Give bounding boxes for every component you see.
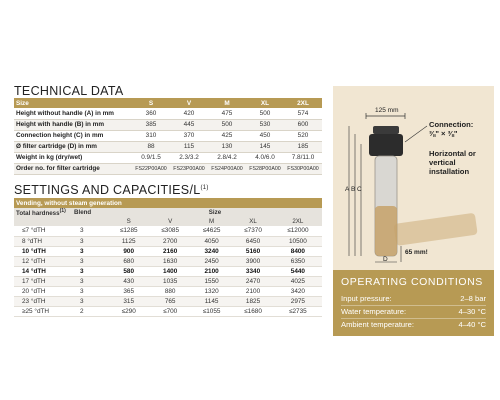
cell: 2100 xyxy=(232,286,273,296)
blend-cell: 3 xyxy=(72,246,108,256)
cell: 5440 xyxy=(274,266,322,276)
blend-cell: 3 xyxy=(72,256,108,266)
cell: 10500 xyxy=(274,236,322,246)
table-row xyxy=(14,296,322,306)
technical-header-2xl: 2XL xyxy=(284,98,322,108)
blend-cell: 3 xyxy=(72,296,108,306)
settings-band-row xyxy=(14,198,322,208)
cell: 500 xyxy=(208,119,246,130)
cell: 2470 xyxy=(232,276,273,286)
technical-header-v: V xyxy=(170,98,208,108)
size-s-header: S xyxy=(108,217,149,226)
cell: 520 xyxy=(284,130,322,141)
dimension-a-label: A xyxy=(345,186,350,193)
size-m-header: M xyxy=(191,217,232,226)
blend-header: Blend xyxy=(72,208,108,217)
cell: ≤7370 xyxy=(232,226,273,236)
cell: 8400 xyxy=(274,246,322,256)
cell: FS30P00A00 xyxy=(284,163,322,174)
settings-title-text: SETTINGS AND CAPACITIES/L xyxy=(14,183,201,197)
table-row xyxy=(14,119,322,130)
table-row xyxy=(14,152,322,163)
cell: 365 xyxy=(108,286,149,296)
cell: 370 xyxy=(170,130,208,141)
orientation-line-3: installation xyxy=(429,167,470,176)
row-label: Height with handle (B) in mm xyxy=(14,119,132,130)
cell: ≤700 xyxy=(149,306,190,316)
cell: 2700 xyxy=(149,236,190,246)
cell: 1550 xyxy=(191,276,232,286)
hardness-cell: 8 °dTH xyxy=(14,236,72,246)
size-v-header: V xyxy=(149,217,190,226)
cell: 130 xyxy=(208,141,246,152)
cell: 2975 xyxy=(274,296,322,306)
cell: 2450 xyxy=(191,256,232,266)
cell: 1145 xyxy=(191,296,232,306)
technical-header-xl: XL xyxy=(246,98,284,108)
size-xl-header: XL xyxy=(232,217,273,226)
cell: 2100 xyxy=(191,266,232,276)
cell: 3340 xyxy=(232,266,273,276)
cell: 88 xyxy=(132,141,170,152)
cell: 3420 xyxy=(274,286,322,296)
cell: 1125 xyxy=(108,236,149,246)
cell: 430 xyxy=(108,276,149,286)
operating-row xyxy=(341,293,486,306)
settings-size-row xyxy=(14,217,322,226)
cell: 765 xyxy=(149,296,190,306)
technical-header-m: M xyxy=(208,98,246,108)
hardness-cell: ≥25 °dTH xyxy=(14,306,72,316)
cell: 425 xyxy=(208,130,246,141)
size-header: Size xyxy=(108,208,322,217)
cell: 1320 xyxy=(191,286,232,296)
table-row xyxy=(14,236,322,246)
operating-value: 4–30 °C xyxy=(458,307,486,316)
cell: 1400 xyxy=(149,266,190,276)
cell: 530 xyxy=(246,119,284,130)
empty-header xyxy=(14,217,72,226)
filter-media-fill xyxy=(375,206,397,256)
table-row xyxy=(14,226,322,236)
table-row xyxy=(14,286,322,296)
cell: ≤290 xyxy=(108,306,149,316)
cell: 0.9/1.5 xyxy=(132,152,170,163)
hardness-cell: 10 °dTH xyxy=(14,246,72,256)
technical-header-row xyxy=(14,98,322,108)
cell: FS24P00A00 xyxy=(208,163,246,174)
connection-label: Connection: xyxy=(429,120,474,129)
cell: 4050 xyxy=(191,236,232,246)
operating-conditions-box xyxy=(333,270,494,336)
cell: 4.0/6.0 xyxy=(246,152,284,163)
cell: FS28P00A00 xyxy=(246,163,284,174)
cell: FS23P00A00 xyxy=(170,163,208,174)
operating-label: Ambient temperature: xyxy=(341,320,415,329)
filter-head xyxy=(369,134,403,156)
cell: 880 xyxy=(149,286,190,296)
table-row xyxy=(14,266,322,276)
technical-header-s: S xyxy=(132,98,170,108)
operating-label: Input pressure: xyxy=(341,294,392,303)
blend-cell: 3 xyxy=(72,276,108,286)
cell: 450 xyxy=(246,130,284,141)
empty-header xyxy=(72,217,108,226)
dimension-c-label: C xyxy=(357,186,362,193)
settings-table xyxy=(14,198,322,317)
bottom-clearance-label: 65 mm! xyxy=(405,249,428,256)
table-row xyxy=(14,141,322,152)
blend-cell: 3 xyxy=(72,266,108,276)
blend-cell: 3 xyxy=(72,226,108,236)
table-row xyxy=(14,163,322,174)
cell: 2160 xyxy=(149,246,190,256)
cell: 7.8/11.0 xyxy=(284,152,322,163)
cell: 315 xyxy=(108,296,149,306)
cell: 4025 xyxy=(274,276,322,286)
cell: 385 xyxy=(132,119,170,130)
orientation-line-1: Horizontal or xyxy=(429,149,476,158)
dimension-b-label: B xyxy=(351,186,356,193)
operating-value: 2–8 bar xyxy=(460,294,486,303)
row-label: Order no. for filter cartridge xyxy=(14,163,132,174)
cell: 580 xyxy=(108,266,149,276)
size-2xl-header: 2XL xyxy=(274,217,322,226)
operating-label: Water temperature: xyxy=(341,307,407,316)
table-row xyxy=(14,276,322,286)
cell: ≤3085 xyxy=(149,226,190,236)
cell: 900 xyxy=(108,246,149,256)
filter-handle xyxy=(373,126,399,134)
table-row xyxy=(14,306,322,316)
blend-cell: 3 xyxy=(72,286,108,296)
cell: 445 xyxy=(170,119,208,130)
hardness-cell: 12 °dTH xyxy=(14,256,72,266)
hardness-cell: 20 °dTH xyxy=(14,286,72,296)
cell: 6350 xyxy=(274,256,322,266)
cell: ≤4625 xyxy=(191,226,232,236)
row-label: Weight in kg (dry/wet) xyxy=(14,152,132,163)
cell: 2.8/4.2 xyxy=(208,152,246,163)
cell: 1630 xyxy=(149,256,190,266)
operating-value: 4–40 °C xyxy=(458,320,486,329)
hardness-cell: 23 °dTH xyxy=(14,296,72,306)
cell: 1035 xyxy=(149,276,190,286)
width-label: 125 mm xyxy=(375,107,399,114)
operating-conditions-title: OPERATING CONDITIONS xyxy=(341,276,483,288)
connection-value: ⅜" × ⅜" xyxy=(429,129,458,138)
row-label: Height without handle (A) in mm xyxy=(14,108,132,119)
hardness-cell: 14 °dTH xyxy=(14,266,72,276)
cell: 360 xyxy=(132,108,170,119)
table-row xyxy=(14,256,322,266)
cell: 600 xyxy=(284,119,322,130)
cell: 420 xyxy=(170,108,208,119)
cell: 145 xyxy=(246,141,284,152)
hardness-cell: 17 °dTH xyxy=(14,276,72,286)
operating-row xyxy=(341,319,486,331)
row-label: Ø filter cartridge (D) in mm xyxy=(14,141,132,152)
cell: 5160 xyxy=(232,246,273,256)
cell: 2.3/3.2 xyxy=(170,152,208,163)
settings-title-footnote: (1) xyxy=(200,184,209,191)
total-hardness-header xyxy=(14,208,72,217)
cell: 6450 xyxy=(232,236,273,246)
cell: 115 xyxy=(170,141,208,152)
row-label: Connection height (C) in mm xyxy=(14,130,132,141)
orientation-note xyxy=(429,149,476,176)
cell: ≤1285 xyxy=(108,226,149,236)
total-hardness-text: Total hardness xyxy=(16,210,60,218)
cell: 680 xyxy=(108,256,149,266)
cell: ≤2735 xyxy=(274,306,322,316)
total-hardness-footnote: (1) xyxy=(59,208,66,214)
operating-row xyxy=(341,306,486,319)
cell: ≤1055 xyxy=(191,306,232,316)
hardness-cell: ≤7 °dTH xyxy=(14,226,72,236)
orientation-line-2: vertical xyxy=(429,158,456,167)
cell: 3240 xyxy=(191,246,232,256)
dimension-d-label: D xyxy=(383,256,388,263)
settings-title xyxy=(14,183,209,197)
cell: 500 xyxy=(246,108,284,119)
connection-note xyxy=(429,120,473,138)
horizontal-cartridge-ghost xyxy=(393,213,477,246)
technical-data-table xyxy=(14,98,322,175)
blend-cell: 2 xyxy=(72,306,108,316)
cell: 574 xyxy=(284,108,322,119)
cell: 1825 xyxy=(232,296,273,306)
blend-cell: 3 xyxy=(72,236,108,246)
settings-band: Vending, without steam generation xyxy=(14,198,322,208)
cell: 310 xyxy=(132,130,170,141)
table-row xyxy=(14,246,322,256)
cell: 475 xyxy=(208,108,246,119)
technical-header-size: Size xyxy=(14,98,132,108)
cell: 185 xyxy=(284,141,322,152)
cell: FS22P00A00 xyxy=(132,163,170,174)
technical-data-title: TECHNICAL DATA xyxy=(14,84,124,98)
table-row xyxy=(14,108,322,119)
table-row xyxy=(14,130,322,141)
connection-pointer xyxy=(405,126,427,142)
cell: ≤12000 xyxy=(274,226,322,236)
settings-header-row xyxy=(14,208,322,217)
cell: ≤1680 xyxy=(232,306,273,316)
cell: 3900 xyxy=(232,256,273,266)
